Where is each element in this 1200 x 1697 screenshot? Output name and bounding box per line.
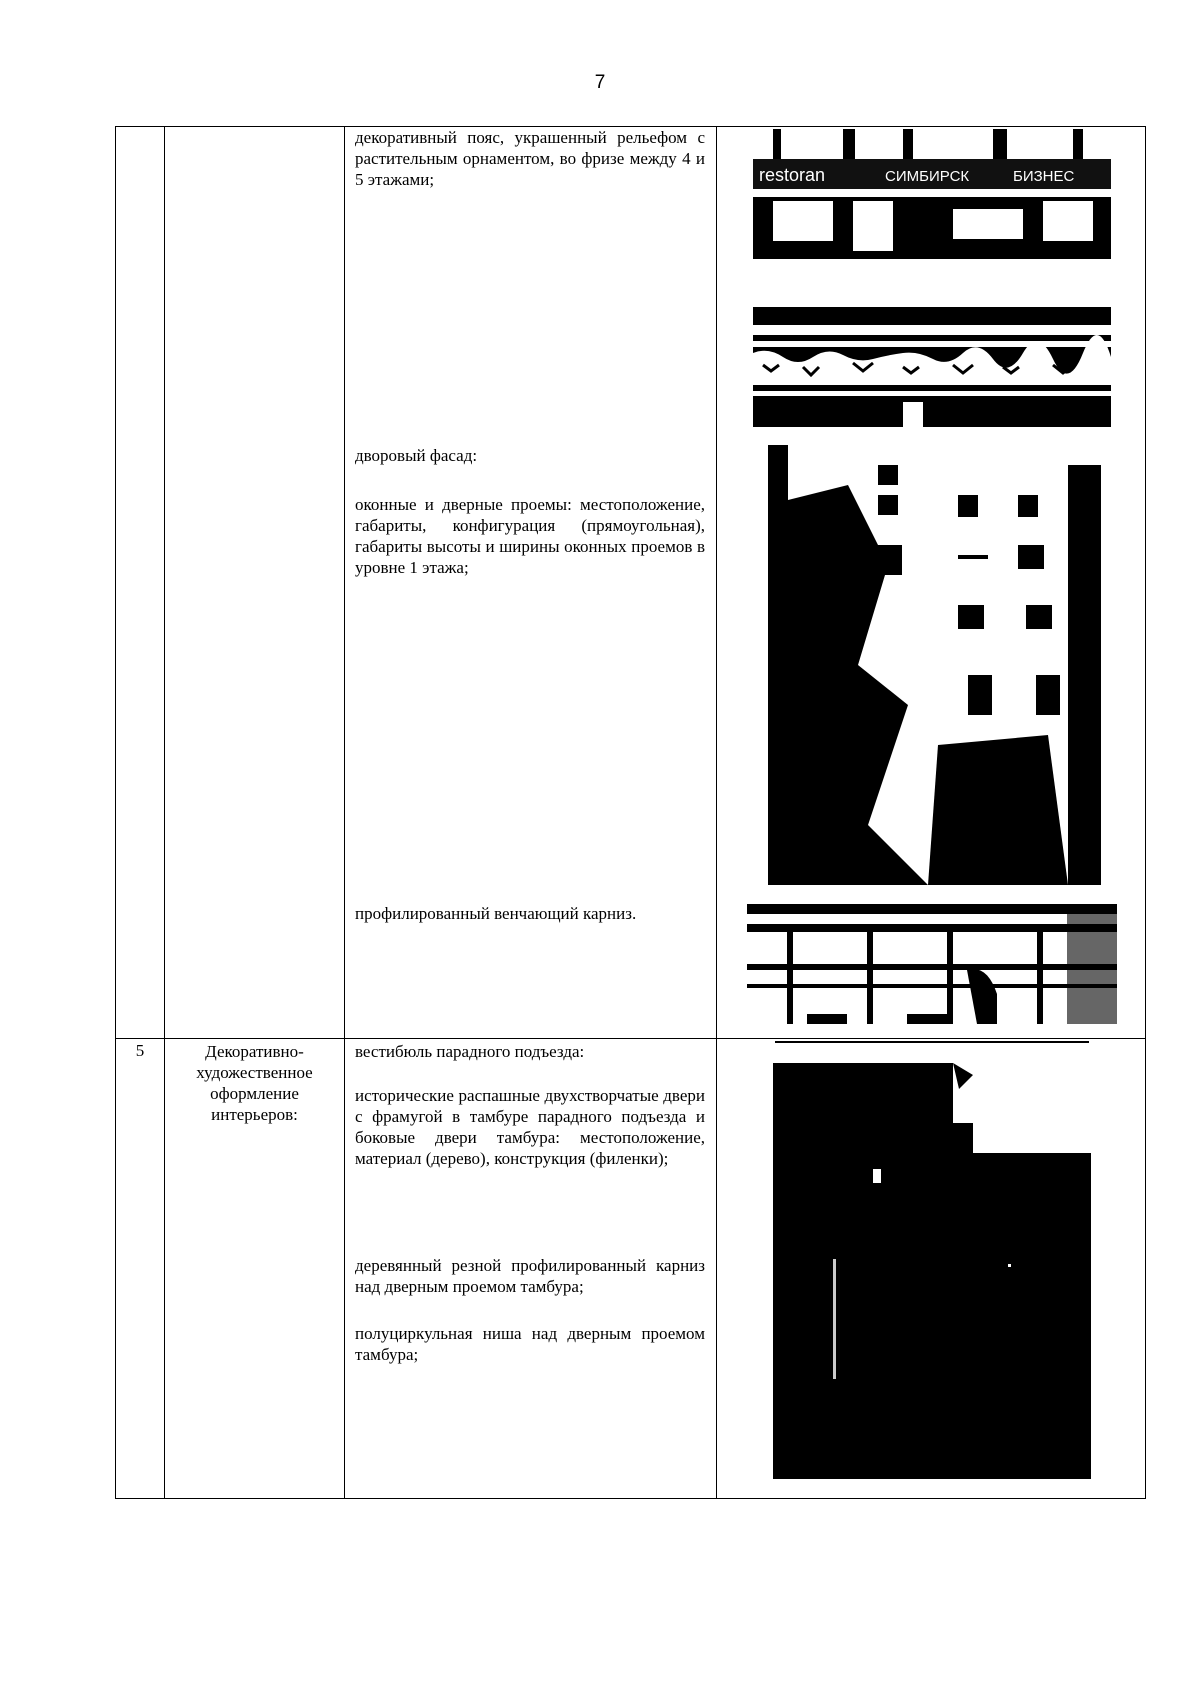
monument-elements-table	[115, 126, 1146, 1499]
row-number-cell: 5	[116, 1039, 165, 1499]
row-category-cell: Декоративно-художественное оформление интерьеров:	[165, 1039, 345, 1499]
signage-restoran: restoran	[759, 165, 826, 185]
table-row	[116, 1039, 1146, 1499]
row-photos-cell	[717, 1039, 1146, 1499]
photo-ornamental-frieze	[753, 307, 1111, 427]
desc-decorative-belt: декоративный пояс, украшенный рельефом с растительным орнаментом, во фризе между 4 и 5 этажами;	[355, 128, 705, 189]
signage-simbirsk: СИМБИРСК	[885, 168, 970, 185]
row-number-cell	[116, 127, 165, 1039]
page-number: 7	[594, 72, 606, 93]
desc-window-door-openings: оконные и дверные проемы: местоположение, габариты, конфигурация (прямоугольная), габариты высоты и ширины оконных проемов в уровне 1 этажа;	[355, 495, 705, 577]
photo-street-facade-frieze	[753, 129, 1111, 259]
signage-biznes: БИЗНЕС	[1013, 168, 1075, 185]
photo-vestibule-doors	[773, 1039, 1091, 1479]
desc-vestibule: вестибюль парадного подъезда:	[355, 1042, 585, 1061]
table-row	[116, 127, 1146, 1039]
row-category-cell	[165, 127, 345, 1039]
row-photos-cell	[717, 127, 1146, 1039]
photo-crowning-cornice	[747, 904, 1117, 1024]
desc-historic-doors: исторические распашные двухстворчатые двери с фрамугой в тамбуре парадного подъезда и боковые двери тамбура: местоположение, материал (дерево), конструкция (филенки);	[355, 1086, 705, 1168]
row-description-cell	[345, 127, 717, 1039]
row-description-cell	[345, 1039, 717, 1499]
desc-courtyard-facade: дворовый фасад:	[355, 446, 478, 465]
desc-crowning-cornice: профилированный венчающий карниз.	[355, 904, 637, 923]
desc-carved-cornice: деревянный резной профилированный карниз над дверным проемом тамбура;	[355, 1256, 705, 1296]
photo-courtyard-facade	[768, 445, 1101, 885]
desc-semicircular-niche: полуциркульная ниша над дверным проемом тамбура;	[355, 1324, 705, 1364]
